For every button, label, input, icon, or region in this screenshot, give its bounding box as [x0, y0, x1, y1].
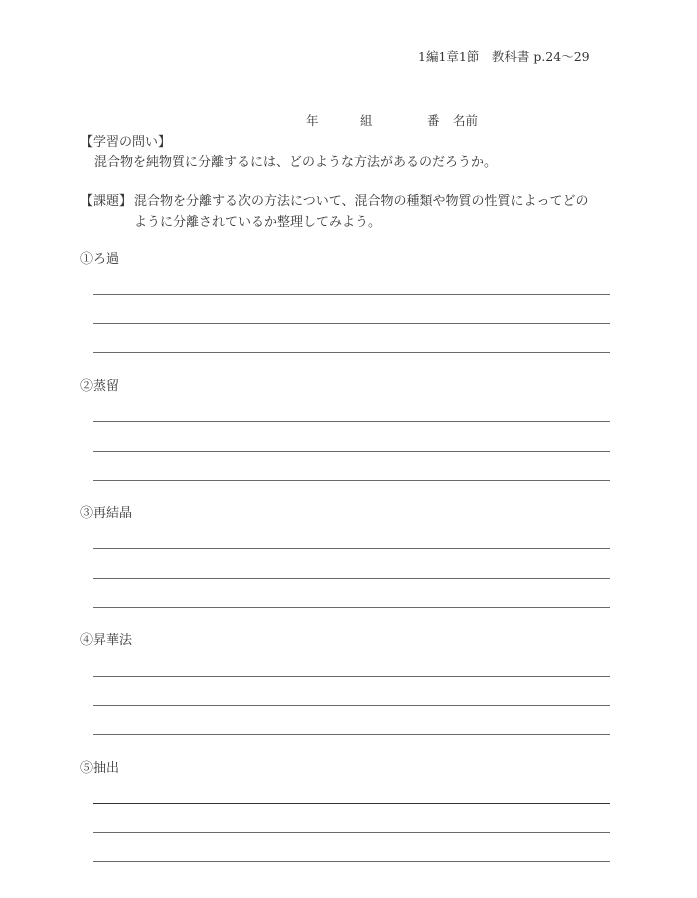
textbook-reference: 1編1章1節 教科書 p.24～29	[418, 49, 590, 64]
name-label: 名前	[453, 113, 479, 128]
answer-line[interactable]	[93, 734, 610, 735]
answer-line[interactable]	[93, 578, 610, 579]
section-label-distillation: ②蒸留	[80, 379, 120, 394]
learning-question-text: 混合物を純物質に分離するには、どのような方法があるのだろうか。	[94, 155, 498, 170]
section-label-extraction: ⑤抽出	[80, 761, 120, 776]
section-label-filtration: ①ろ過	[80, 252, 120, 267]
answer-line[interactable]	[93, 294, 610, 295]
answer-line[interactable]	[93, 861, 610, 862]
learning-question-heading: 【学習の問い】	[80, 135, 172, 150]
section-label-recrystallization: ③再結晶	[80, 506, 133, 521]
answer-line[interactable]	[93, 421, 610, 422]
section-label-sublimation: ④昇華法	[80, 633, 133, 648]
answer-line[interactable]	[93, 705, 610, 706]
answer-line[interactable]	[93, 352, 610, 353]
answer-line[interactable]	[93, 832, 610, 833]
answer-line[interactable]	[93, 803, 610, 804]
year-label: 年	[306, 113, 319, 128]
task-text-line-1: 混合物を分離する次の方法について、混合物の種類や物質の性質によってどの	[134, 194, 589, 209]
class-label: 組	[360, 113, 373, 128]
task-heading: 【課題】	[80, 194, 133, 209]
answer-line[interactable]	[93, 480, 610, 481]
task-text-line-2: ように分離されているか整理してみよう。	[134, 215, 382, 230]
answer-line[interactable]	[93, 548, 610, 549]
answer-line[interactable]	[93, 676, 610, 677]
answer-line[interactable]	[93, 607, 610, 608]
answer-line[interactable]	[93, 451, 610, 452]
answer-line[interactable]	[93, 323, 610, 324]
number-label: 番	[427, 113, 440, 128]
